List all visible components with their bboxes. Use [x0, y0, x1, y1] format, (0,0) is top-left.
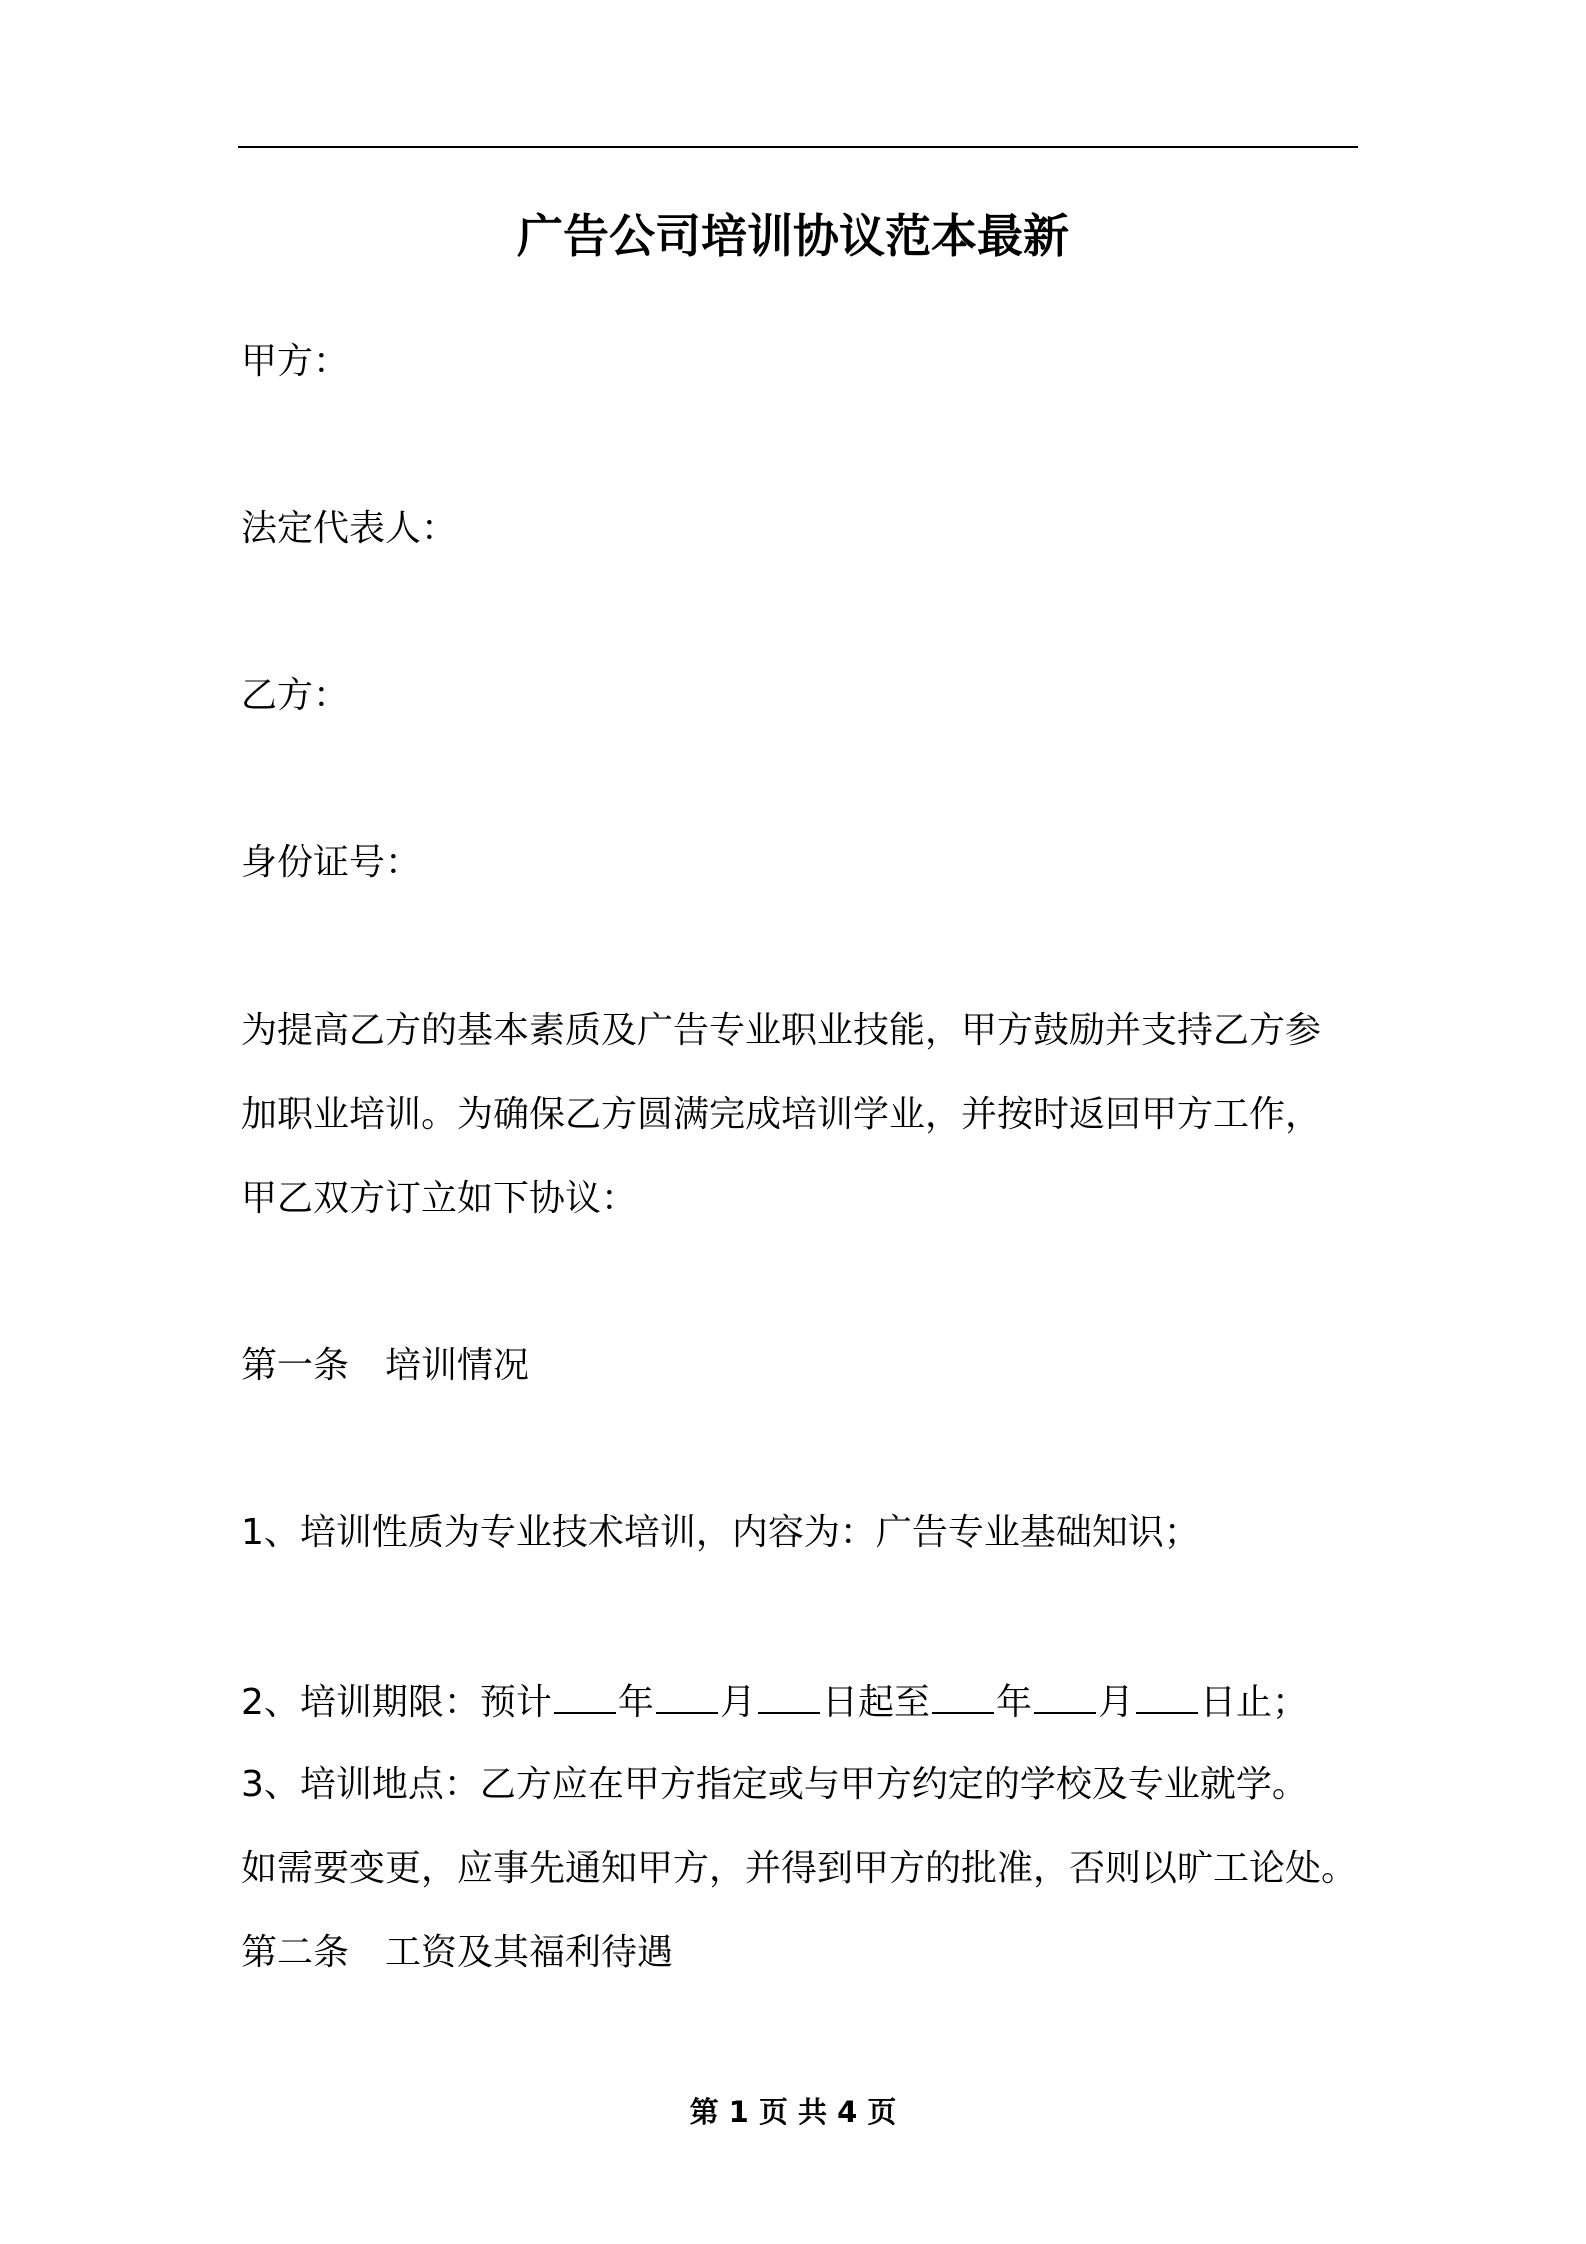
item-3-line-1: 3、培训地点：乙方应在甲方指定或与甲方约定的学校及专业就学。	[241, 1764, 1308, 1805]
article-2-heading: 第二条 工资及其福利待遇	[241, 1932, 674, 1973]
item-2-month-1: 月	[719, 1682, 756, 1723]
item-2-month-2: 月	[1097, 1682, 1134, 1723]
page-number-footer: 第 1 页 共 4 页	[689, 2095, 897, 2129]
blank-field	[1136, 1676, 1198, 1714]
intro-paragraph-line-1: 为提高乙方的基本素质及广告专业职业技能，甲方鼓励并支持乙方参	[241, 1010, 1322, 1051]
item-2-prefix: 2、培训期限：预计	[241, 1682, 552, 1723]
item-2-year-2: 年	[995, 1682, 1032, 1723]
legal-rep-label: 法定代表人：	[241, 508, 458, 549]
item-2-training-period	[241, 1676, 1308, 1728]
blank-field	[1034, 1676, 1096, 1714]
party-a-label: 甲方：	[241, 341, 350, 382]
item-2-day-2: 日止；	[1199, 1682, 1308, 1723]
item-3-line-2: 如需要变更，应事先通知甲方，并得到甲方的批准，否则以旷工论处。	[241, 1848, 1358, 1889]
party-b-label: 乙方：	[241, 675, 350, 716]
blank-field	[656, 1676, 718, 1714]
document-title: 广告公司培训协议范本最新	[517, 209, 1069, 263]
item-2-day-1: 日起至	[821, 1682, 930, 1723]
blank-field	[932, 1676, 994, 1714]
header-rule	[238, 146, 1358, 148]
item-2-year-1: 年	[617, 1682, 654, 1723]
item-1-text: 1、培训性质为专业技术培训，内容为：广告专业基础知识；	[241, 1512, 1200, 1553]
intro-paragraph-line-2: 加职业培训。为确保乙方圆满完成培训学业，并按时返回甲方工作，	[241, 1094, 1322, 1135]
article-1-heading: 第一条 培训情况	[241, 1345, 530, 1386]
blank-field	[554, 1676, 616, 1714]
id-number-label: 身份证号：	[241, 842, 422, 883]
intro-paragraph-line-3: 甲乙双方订立如下协议：	[241, 1178, 638, 1219]
blank-field	[758, 1676, 820, 1714]
